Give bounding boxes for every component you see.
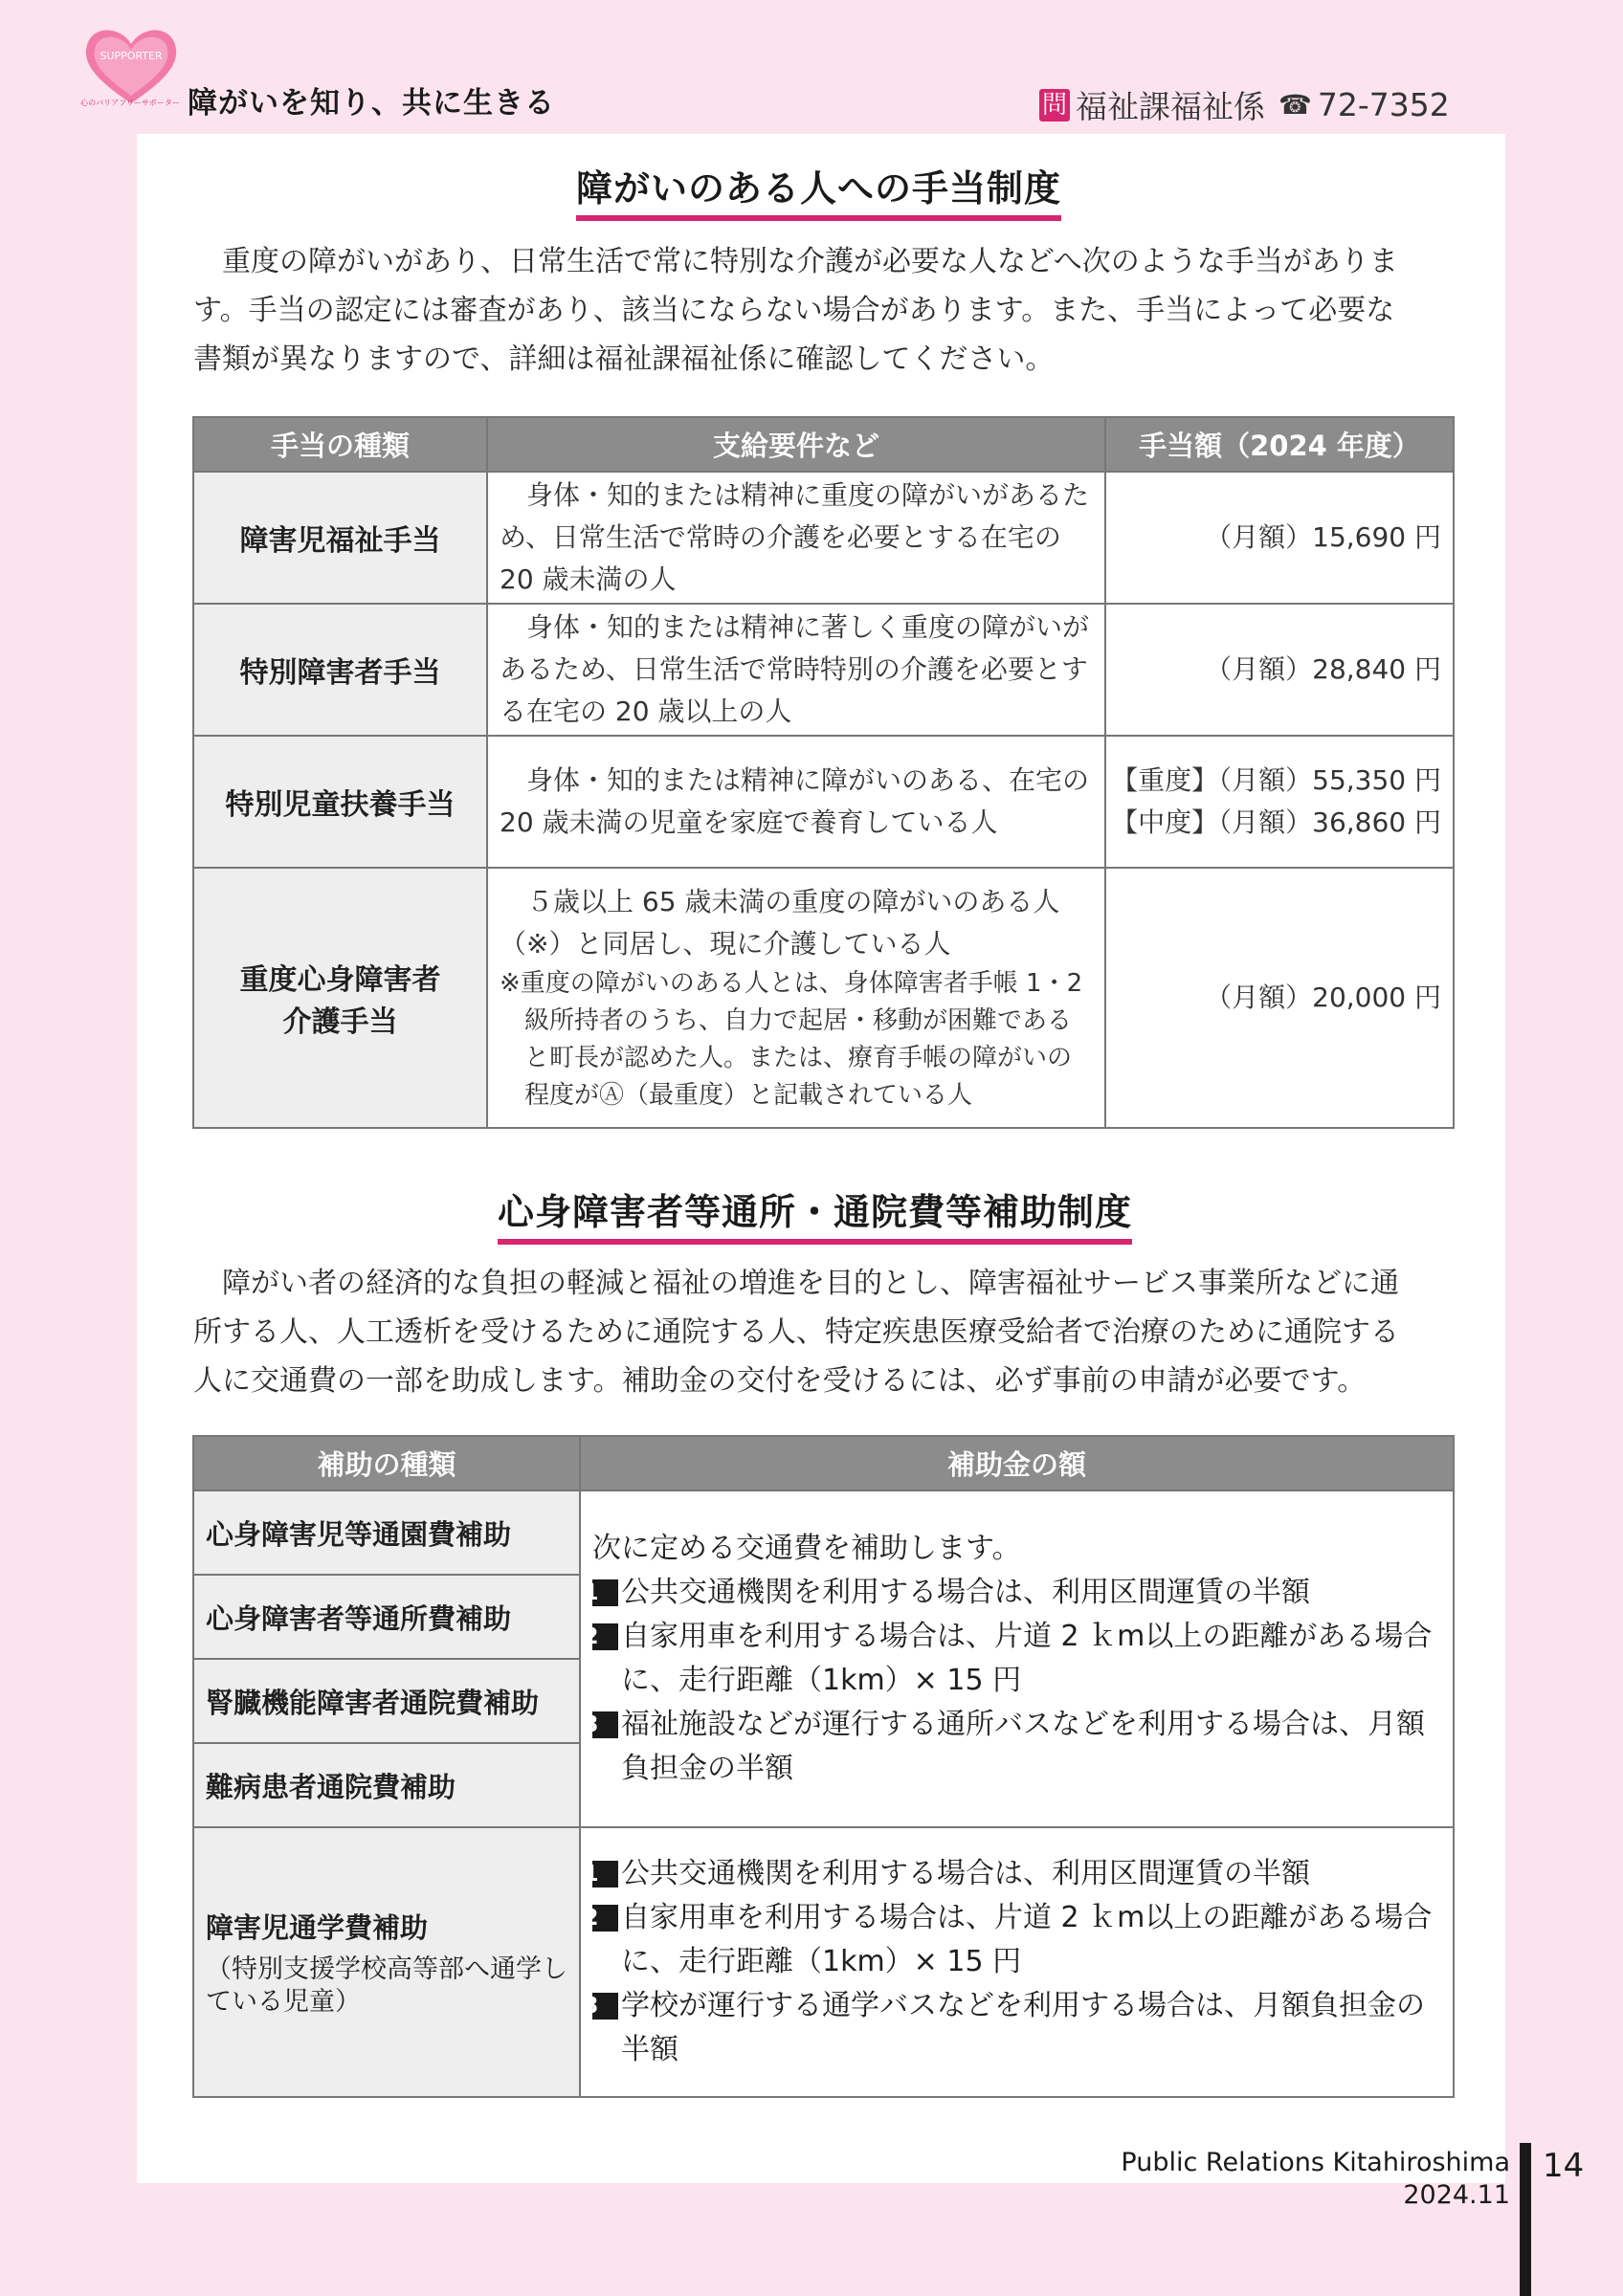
amount-text: 【重度】（月額）55,350 円 [1111, 764, 1441, 796]
section2-paragraph [193, 1259, 1466, 1405]
requirement-text: 身体・知的または精神に重度の障がいがあるため、日常生活で常時の介護を必要とする在宅の 20 歳未満の人 [500, 479, 1090, 595]
requirement-text: 身体・知的または精神に障がいのある、在宅の 20 歳未満の児童を家庭で養育している人 [500, 764, 1090, 838]
subsidy-item [583, 1984, 1437, 2072]
number-badge: 3 [592, 1993, 618, 2020]
allowance-type-line: 介護手当 [282, 1005, 398, 1039]
publication-date: 2024.11 [1403, 2180, 1510, 2210]
table-row [193, 472, 1454, 604]
section2-para-line: 人に交通費の一部を助成します。補助金の交付を受けるには、必ず事前の申請が必要です。 [193, 1364, 1367, 1398]
section2-para-line: 障がい者の経済的な負担の軽減と福祉の増進を目的とし、障害福祉サービス事業所などに通 [222, 1267, 1399, 1300]
contact-info [1039, 82, 1450, 127]
supporter-heart-logo [75, 21, 188, 109]
subsidy-item [583, 1615, 1437, 1703]
inquiry-badge: 問 [1039, 89, 1070, 121]
subsidy-item-text: 自家用車を利用する場合は、片道 2 ｋm以上の距離がある場合に、走行距離（1km）× 15 円 [621, 1901, 1433, 1978]
requirement-note: ※重度の障がいのある人とは、身体障害者手帳 1・2 級所持者のうち、自力で起居・移動が困難であると町長が認めた人。または、療育手帳の障がいの程度がⒶ（最重度）と記載されている人 [500, 969, 1083, 1110]
table-header-row [193, 1436, 1454, 1490]
subsidy-type: 腎臓機能障害者通院費補助 [193, 1659, 580, 1743]
table-row [193, 604, 1454, 736]
section2-title: 心身障害者等通所・通院費等補助制度 [498, 1182, 1132, 1245]
section1-para-line: す。手当の認定には審査があり、該当にならない場合があります。また、手当によって必要な [193, 294, 1395, 327]
section1-paragraph [193, 237, 1466, 384]
col-header-amount: 手当額（2024 年度） [1105, 417, 1454, 472]
subsidy-type-note: （特別支援学校高等部へ通学している児童） [206, 1954, 567, 2017]
subsidy-table [192, 1435, 1455, 2098]
allowance-amount [1105, 868, 1454, 1128]
section1-para-line: 重度の障がいがあり、日常生活で常に特別な介護が必要な人などへ次のような手当がありま [222, 245, 1398, 278]
table-header-row [193, 417, 1454, 472]
contact-phone: 72-7352 [1317, 86, 1450, 123]
subsidy-amount-group2 [580, 1827, 1454, 2097]
allowance-table [192, 416, 1455, 1129]
amount-text: 【中度】（月額）36,860 円 [1111, 806, 1441, 838]
allowance-amount [1105, 604, 1454, 736]
subsidy-item [583, 1896, 1437, 1984]
number-badge: 1 [592, 1861, 618, 1888]
subsidy-amount-group1 [580, 1490, 1454, 1827]
number-badge: 2 [592, 1623, 618, 1650]
number-badge: 2 [592, 1905, 618, 1932]
allowance-type: 障害児福祉手当 [193, 472, 487, 604]
allowance-amount [1105, 736, 1454, 868]
subsidy-item-text: 学校が運行する通学バスなどを利用する場合は、月額負担金の半額 [621, 1989, 1425, 2066]
logo-text: SUPPORTER [100, 50, 163, 62]
section1-para-line: 書類が異なりますので、詳細は福祉課福祉係に確認してください。 [193, 342, 1055, 376]
page-header-title: 障がいを知り、共に生きる [188, 86, 555, 121]
requirement-text: ５歳以上 65 歳未満の重度の障がいのある人（※）と同居し、現に介護している人 [500, 886, 1060, 960]
subsidy-type: 心身障害者等通所費補助 [193, 1575, 580, 1659]
allowance-amount [1105, 472, 1454, 604]
allowance-type: 特別障害者手当 [193, 604, 487, 736]
logo-caption: 心のバリアフリーサポーター [80, 99, 180, 107]
page-number: 14 [1543, 2147, 1585, 2185]
publication-name: Public Relations Kitahiroshima [1121, 2148, 1510, 2177]
amount-text: （月額）28,840 円 [1205, 653, 1441, 685]
section1-title: 障がいのある人への手当制度 [576, 159, 1061, 221]
col-header-subsidy-type: 補助の種類 [193, 1436, 580, 1490]
allowance-requirement [487, 472, 1105, 604]
subsidy-item [583, 1571, 1437, 1615]
subsidy-type-name: 障害児通学費補助 [206, 1910, 429, 1944]
col-header-subsidy-amount: 補助金の額 [580, 1436, 1454, 1490]
footer-publication [1121, 2147, 1510, 2212]
section2-para-line: 所する人、人工透析を受けるために通院する人、特定疾患医療受給者で治療のために通院する [193, 1315, 1399, 1349]
table-row [193, 1490, 1454, 1575]
subsidy-type: 心身障害児等通園費補助 [193, 1490, 580, 1575]
col-header-requirement: 支給要件など [487, 417, 1105, 472]
subsidy-item [583, 1852, 1437, 1896]
subsidy-item-text: 福祉施設などが運行する通所バスなどを利用する場合は、月額負担金の半額 [621, 1708, 1425, 1785]
phone-icon: ☎ [1278, 89, 1312, 121]
subsidy-item-text: 公共交通機関を利用する場合は、利用区間運賃の半額 [621, 1857, 1310, 1890]
footer-divider [1520, 2143, 1531, 2296]
allowance-requirement [487, 868, 1105, 1128]
subsidy-type [193, 1827, 580, 2097]
allowance-type-line: 重度心身障害者 [239, 963, 441, 997]
allowance-requirement [487, 604, 1105, 736]
subsidy-intro: 次に定める交通費を補助します。 [592, 1532, 1021, 1565]
contact-department: 福祉課福祉係 [1076, 88, 1265, 125]
allowance-type [193, 868, 487, 1128]
number-badge: 1 [592, 1579, 618, 1606]
table-row [193, 1827, 1454, 2097]
allowance-requirement [487, 736, 1105, 868]
amount-text: （月額）15,690 円 [1205, 521, 1441, 553]
amount-text: （月額）20,000 円 [1205, 982, 1441, 1013]
table-row [193, 736, 1454, 868]
requirement-text: 身体・知的または精神に著しく重度の障がいがあるため、日常生活で常時特別の介護を必要とする在宅の 20 歳以上の人 [500, 611, 1090, 727]
subsidy-item-text: 公共交通機関を利用する場合は、利用区間運賃の半額 [621, 1576, 1310, 1609]
subsidy-type: 難病患者通院費補助 [193, 1743, 580, 1827]
subsidy-item-text: 自家用車を利用する場合は、片道 2 ｋm以上の距離がある場合に、走行距離（1km）× 15 円 [621, 1620, 1433, 1697]
col-header-type: 手当の種類 [193, 417, 487, 472]
table-row [193, 868, 1454, 1128]
subsidy-item [583, 1703, 1437, 1791]
allowance-type: 特別児童扶養手当 [193, 736, 487, 868]
number-badge: 3 [592, 1711, 618, 1738]
